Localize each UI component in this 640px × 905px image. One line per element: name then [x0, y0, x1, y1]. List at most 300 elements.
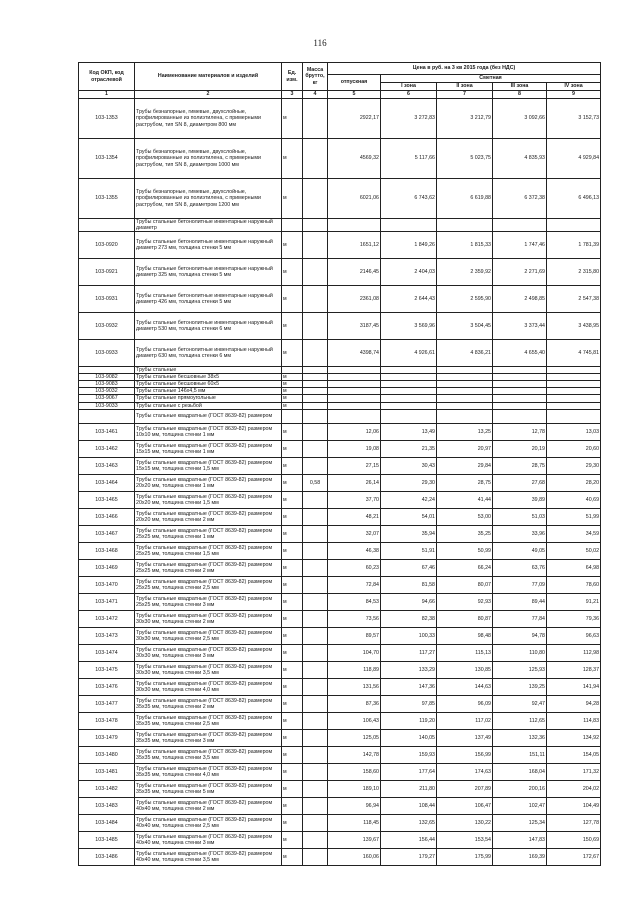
table-row [79, 232, 601, 259]
price-zone3: 94,78 [493, 627, 547, 644]
table-row [79, 627, 601, 644]
row-unit: м [282, 395, 303, 402]
price-zone3 [493, 381, 547, 388]
table-row [79, 746, 601, 763]
price-zone3: 49,05 [493, 542, 547, 559]
row-name: Трубы стальные бетонолитные инвентарные наружный диаметр 426 мм, толщина стенки 5 мм [135, 286, 282, 313]
price-zone3: 1 747,46 [493, 232, 547, 259]
row-mass [303, 814, 328, 831]
price-otpusknaya [328, 402, 381, 409]
row-code: 103-1482 [79, 780, 135, 797]
row-name: Трубы стальные квадратные (ГОСТ 8639-82) размером [135, 409, 282, 423]
table-row [79, 179, 601, 219]
price-zone2: 28,75 [437, 474, 493, 491]
row-unit: м [282, 780, 303, 797]
header-smetnaya: Сметная [381, 75, 601, 83]
price-otpusknaya: 26,14 [328, 474, 381, 491]
price-zone3 [493, 395, 547, 402]
price-zone1: 82,38 [381, 610, 437, 627]
row-name: Трубы стальные квадратные (ГОСТ 8639-82) размером 35х35 мм, толщина стенки 2 мм [135, 695, 282, 712]
row-mass [303, 542, 328, 559]
price-otpusknaya [328, 388, 381, 395]
price-zone2: 29,84 [437, 457, 493, 474]
row-name: Трубы стальные квадратные (ГОСТ 8639-82) размером 25х25 мм, толщина стенки 1 мм [135, 525, 282, 542]
row-unit: м [282, 525, 303, 542]
table-row [79, 313, 601, 340]
row-unit: м [282, 508, 303, 525]
price-zone4 [547, 388, 601, 395]
price-otpusknaya: 131,56 [328, 678, 381, 695]
price-zone4: 172,67 [547, 848, 601, 865]
row-code: 103-1461 [79, 423, 135, 440]
row-code: 103-1484 [79, 814, 135, 831]
table-row [79, 712, 601, 729]
row-unit: м [282, 381, 303, 388]
row-unit: м [282, 491, 303, 508]
price-zone1: 211,80 [381, 780, 437, 797]
price-zone4: 2 315,80 [547, 259, 601, 286]
price-otpusknaya: 2146,45 [328, 259, 381, 286]
header-zone2: II зона [437, 83, 493, 91]
row-code: 103-1474 [79, 644, 135, 661]
row-unit: м [282, 259, 303, 286]
row-name: Трубы стальные бетонолитные инвентарные наружный диаметр 630 мм, толщина стенки 6 мм [135, 340, 282, 367]
row-unit: м [282, 423, 303, 440]
row-name: Трубы стальные квадратные (ГОСТ 8639-82) размером 15х15 мм, толщина стенки 1,5 мм [135, 457, 282, 474]
table-row [79, 610, 601, 627]
price-zone3 [493, 402, 547, 409]
table-row [79, 340, 601, 367]
row-code: 103-1472 [79, 610, 135, 627]
row-unit: м [282, 99, 303, 139]
price-zone2: 96,09 [437, 695, 493, 712]
row-mass [303, 627, 328, 644]
row-mass [303, 831, 328, 848]
row-mass [303, 661, 328, 678]
price-zone2: 2 595,90 [437, 286, 493, 313]
price-zone4: 91,21 [547, 593, 601, 610]
row-code: 103-0920 [79, 232, 135, 259]
price-zone4: 150,69 [547, 831, 601, 848]
price-zone4: 1 781,39 [547, 232, 601, 259]
price-zone4: 29,30 [547, 457, 601, 474]
price-otpusknaya: 27,15 [328, 457, 381, 474]
price-zone3: 20,19 [493, 440, 547, 457]
price-zone4: 204,02 [547, 780, 601, 797]
row-mass [303, 139, 328, 179]
row-unit: м [282, 797, 303, 814]
row-name: Трубы стальные квадратные (ГОСТ 8639-82) размером 30х30 мм, толщина стенки 2,5 мм [135, 627, 282, 644]
column-number: 7 [437, 91, 493, 99]
row-mass [303, 367, 328, 374]
row-name: Трубы стальные бетонолитные инвентарные наружный диаметр [135, 219, 282, 232]
price-zone1: 108,44 [381, 797, 437, 814]
price-zone4 [547, 374, 601, 381]
row-code: 103-1485 [79, 831, 135, 848]
price-zone1: 133,29 [381, 661, 437, 678]
header-zone4: IV зона [547, 83, 601, 91]
table-row [79, 474, 601, 491]
row-code [79, 219, 135, 232]
row-code: 103-9032 [79, 388, 135, 395]
table-header [79, 63, 601, 99]
row-name: Трубы стальные квадратные (ГОСТ 8639-82) размером 30х30 мм, толщина стенки 4,0 мм [135, 678, 282, 695]
table-row [79, 729, 601, 746]
row-unit: м [282, 139, 303, 179]
price-zone1: 13,49 [381, 423, 437, 440]
price-zone4: 64,98 [547, 559, 601, 576]
price-zone4 [547, 381, 601, 388]
row-code [79, 409, 135, 423]
header-mass: Масса брутто, кг [303, 63, 328, 91]
row-name: Трубы стальные с резьбой [135, 402, 282, 409]
row-name: Трубы стальные квадратные (ГОСТ 8639-82) размером 25х25 мм, толщина стенки 3 мм [135, 593, 282, 610]
price-zone2: 106,47 [437, 797, 493, 814]
row-name: Трубы безнапорные, гимевые, двухслойные, профилированные из полиэтилена, с примерными раструбом, тип SN 8, диаметром 800 мм [135, 99, 282, 139]
price-zone3: 168,04 [493, 763, 547, 780]
price-zone3: 169,39 [493, 848, 547, 865]
table-row [79, 763, 601, 780]
price-zone2: 130,22 [437, 814, 493, 831]
price-zone4: 6 496,13 [547, 179, 601, 219]
price-zone2: 207,89 [437, 780, 493, 797]
row-code: 103-1355 [79, 179, 135, 219]
row-mass [303, 313, 328, 340]
row-code: 103-1483 [79, 797, 135, 814]
price-zone1: 117,27 [381, 644, 437, 661]
row-code: 103-1480 [79, 746, 135, 763]
row-unit: м [282, 814, 303, 831]
price-zone1: 5 117,66 [381, 139, 437, 179]
price-zone2: 13,25 [437, 423, 493, 440]
price-zone1: 3 569,96 [381, 313, 437, 340]
row-name: Трубы стальные квадратные (ГОСТ 8639-82) размером 35х35 мм, толщина стенки 4,0 мм [135, 763, 282, 780]
row-mass [303, 848, 328, 865]
row-code: 103-9083 [79, 381, 135, 388]
price-zone4 [547, 402, 601, 409]
price-zone3: 102,47 [493, 797, 547, 814]
row-unit: м [282, 848, 303, 865]
price-zone4: 171,32 [547, 763, 601, 780]
row-code: 103-1478 [79, 712, 135, 729]
price-zone4: 134,92 [547, 729, 601, 746]
price-zone4: 40,69 [547, 491, 601, 508]
table-row [79, 644, 601, 661]
price-zone2 [437, 381, 493, 388]
row-unit: м [282, 374, 303, 381]
price-zone2: 66,24 [437, 559, 493, 576]
price-zone2: 98,48 [437, 627, 493, 644]
price-zone1: 6 743,62 [381, 179, 437, 219]
row-mass [303, 763, 328, 780]
row-code: 103-1473 [79, 627, 135, 644]
price-otpusknaya: 19,08 [328, 440, 381, 457]
price-otpusknaya: 48,21 [328, 508, 381, 525]
row-mass [303, 695, 328, 712]
price-zone3: 4 655,40 [493, 340, 547, 367]
price-otpusknaya: 72,84 [328, 576, 381, 593]
price-zone3 [493, 219, 547, 232]
table-row [79, 259, 601, 286]
column-number: 9 [547, 91, 601, 99]
price-otpusknaya: 104,70 [328, 644, 381, 661]
header-unit: Ед. изм. [282, 63, 303, 91]
row-name: Трубы стальные бесшовные 60х5 [135, 381, 282, 388]
table-row [79, 423, 601, 440]
price-otpusknaya: 4398,74 [328, 340, 381, 367]
table-row [79, 814, 601, 831]
price-zone2: 1 815,33 [437, 232, 493, 259]
price-zone3: 151,11 [493, 746, 547, 763]
row-code: 103-0931 [79, 286, 135, 313]
table-row [79, 831, 601, 848]
price-zone2: 80,87 [437, 610, 493, 627]
price-zone2: 115,13 [437, 644, 493, 661]
price-zone1 [381, 367, 437, 374]
table-row [79, 661, 601, 678]
price-zone3: 6 372,38 [493, 179, 547, 219]
price-zone3: 3 092,66 [493, 99, 547, 139]
table-body [79, 99, 601, 866]
price-zone4: 4 745,81 [547, 340, 601, 367]
row-code: 103-1353 [79, 99, 135, 139]
price-zone4: 79,36 [547, 610, 601, 627]
column-number: 4 [303, 91, 328, 99]
price-zone1: 1 849,26 [381, 232, 437, 259]
price-zone1: 147,36 [381, 678, 437, 695]
price-zone3: 125,34 [493, 814, 547, 831]
price-zone3 [493, 388, 547, 395]
row-mass [303, 678, 328, 695]
price-zone3: 200,16 [493, 780, 547, 797]
row-code: 103-1467 [79, 525, 135, 542]
row-code: 103-0921 [79, 259, 135, 286]
price-zone4: 3 438,95 [547, 313, 601, 340]
row-unit: м [282, 763, 303, 780]
price-otpusknaya: 2361,08 [328, 286, 381, 313]
row-code [79, 367, 135, 374]
column-number: 2 [135, 91, 282, 99]
row-unit: м [282, 559, 303, 576]
price-otpusknaya: 37,70 [328, 491, 381, 508]
price-zone1: 67,46 [381, 559, 437, 576]
price-otpusknaya: 142,78 [328, 746, 381, 763]
row-mass [303, 610, 328, 627]
price-otpusknaya: 46,38 [328, 542, 381, 559]
table-row [79, 491, 601, 508]
price-zone1 [381, 374, 437, 381]
price-zone3: 12,78 [493, 423, 547, 440]
row-unit: м [282, 593, 303, 610]
column-number: 1 [79, 91, 135, 99]
row-code: 103-9067 [79, 395, 135, 402]
table-row [79, 395, 601, 402]
row-mass: 0,58 [303, 474, 328, 491]
row-mass [303, 644, 328, 661]
row-unit: м [282, 402, 303, 409]
price-zone2: 6 619,88 [437, 179, 493, 219]
table-row [79, 593, 601, 610]
row-code: 103-1477 [79, 695, 135, 712]
price-otpusknaya: 3187,45 [328, 313, 381, 340]
row-name: Трубы безнапорные, гимевые, двухслойные, профилированные из полиэтилена, с примерными раструбом, тип SN 8, диаметром 1000 мм [135, 139, 282, 179]
price-zone1: 132,65 [381, 814, 437, 831]
table-row [79, 409, 601, 423]
price-zone1: 177,64 [381, 763, 437, 780]
price-zone2: 41,44 [437, 491, 493, 508]
price-zone3: 110,80 [493, 644, 547, 661]
price-zone1: 156,44 [381, 831, 437, 848]
table-row [79, 374, 601, 381]
price-zone3: 92,47 [493, 695, 547, 712]
row-mass [303, 409, 328, 423]
table-row [79, 780, 601, 797]
row-code: 103-1463 [79, 457, 135, 474]
header-zone3: III зона [493, 83, 547, 91]
table-row [79, 402, 601, 409]
row-unit: м [282, 286, 303, 313]
price-zone4: 78,60 [547, 576, 601, 593]
price-zone1: 30,43 [381, 457, 437, 474]
row-code: 103-1464 [79, 474, 135, 491]
price-zone4: 51,99 [547, 508, 601, 525]
row-unit: м [282, 610, 303, 627]
price-zone1: 3 272,83 [381, 99, 437, 139]
price-zone2: 174,63 [437, 763, 493, 780]
price-zone1 [381, 402, 437, 409]
row-name: Трубы стальные бетонолитные инвентарные наружный диаметр 273 мм, толщина стенки 5 мм [135, 232, 282, 259]
price-zone2: 137,49 [437, 729, 493, 746]
row-name: Трубы стальные бетонолитные инвентарные наружный диаметр 530 мм, толщина стенки 6 мм [135, 313, 282, 340]
table-row [79, 381, 601, 388]
row-mass [303, 381, 328, 388]
column-number: 8 [493, 91, 547, 99]
price-zone1: 159,93 [381, 746, 437, 763]
row-name: Трубы стальные квадратные (ГОСТ 8639-82) размером 10х10 мм, толщина стенки 1 мм [135, 423, 282, 440]
row-code: 103-1481 [79, 763, 135, 780]
price-zone4 [547, 219, 601, 232]
price-otpusknaya: 106,43 [328, 712, 381, 729]
price-otpusknaya: 118,45 [328, 814, 381, 831]
price-zone4 [547, 409, 601, 423]
price-zone4: 20,60 [547, 440, 601, 457]
price-otpusknaya: 73,56 [328, 610, 381, 627]
price-zone4: 112,98 [547, 644, 601, 661]
price-table [78, 62, 601, 866]
price-otpusknaya: 89,57 [328, 627, 381, 644]
row-unit [282, 367, 303, 374]
row-code: 103-1475 [79, 661, 135, 678]
column-number: 3 [282, 91, 303, 99]
row-mass [303, 286, 328, 313]
price-zone2: 130,85 [437, 661, 493, 678]
row-code: 103-1471 [79, 593, 135, 610]
price-otpusknaya: 125,05 [328, 729, 381, 746]
price-zone1: 81,58 [381, 576, 437, 593]
price-otpusknaya [328, 219, 381, 232]
header-name: Наименование материалов и изделий [135, 63, 282, 91]
row-unit: м [282, 474, 303, 491]
price-otpusknaya: 118,89 [328, 661, 381, 678]
row-mass [303, 593, 328, 610]
price-zone2: 50,99 [437, 542, 493, 559]
price-zone2 [437, 367, 493, 374]
row-code: 103-1479 [79, 729, 135, 746]
price-zone2 [437, 402, 493, 409]
price-zone3: 89,44 [493, 593, 547, 610]
row-code: 103-0933 [79, 340, 135, 367]
row-mass [303, 259, 328, 286]
row-name: Трубы стальные квадратные (ГОСТ 8639-82) размером 35х35 мм, толщина стенки 2,5 мм [135, 712, 282, 729]
row-mass [303, 508, 328, 525]
row-mass [303, 388, 328, 395]
row-unit: м [282, 746, 303, 763]
price-zone1: 21,35 [381, 440, 437, 457]
row-mass [303, 179, 328, 219]
price-zone1: 2 404,03 [381, 259, 437, 286]
row-name: Трубы стальные квадратные (ГОСТ 8639-82) размером 25х25 мм, толщина стенки 1,5 мм [135, 542, 282, 559]
price-zone3: 4 835,93 [493, 139, 547, 179]
price-zone3: 28,75 [493, 457, 547, 474]
price-zone2: 2 359,92 [437, 259, 493, 286]
row-code: 103-1465 [79, 491, 135, 508]
header-price-title: Цена в руб. на 3 кв 2015 года (без НДС) [328, 63, 601, 75]
price-zone2: 5 023,75 [437, 139, 493, 179]
price-zone2: 156,99 [437, 746, 493, 763]
price-zone3: 147,83 [493, 831, 547, 848]
table-row [79, 559, 601, 576]
row-mass [303, 780, 328, 797]
price-zone1 [381, 388, 437, 395]
row-code: 103-1476 [79, 678, 135, 695]
row-mass [303, 219, 328, 232]
page-number: 116 [313, 38, 327, 48]
price-otpusknaya: 189,10 [328, 780, 381, 797]
row-name: Трубы стальные квадратные (ГОСТ 8639-82) размером 25х25 мм, толщина стенки 2,5 мм [135, 576, 282, 593]
price-zone1: 2 644,43 [381, 286, 437, 313]
header-zone1: I зона [381, 83, 437, 91]
row-unit: м [282, 340, 303, 367]
column-number: 6 [381, 91, 437, 99]
row-name: Трубы безнапорные, гимевые, двухслойные, профилированные из полиэтилена, с примерными раструбом, тип SN 8, диаметром 1200 мм [135, 179, 282, 219]
row-name: Трубы стальные квадратные (ГОСТ 8639-82) размером 15х15 мм, толщина стенки 1 мм [135, 440, 282, 457]
price-zone4: 94,28 [547, 695, 601, 712]
table-row [79, 286, 601, 313]
price-zone4: 104,49 [547, 797, 601, 814]
price-otpusknaya: 32,07 [328, 525, 381, 542]
row-name: Трубы стальные квадратные (ГОСТ 8639-82) размером 35х35 мм, толщина стенки 5 мм [135, 780, 282, 797]
header-otpusknaya: отпускная [328, 75, 381, 91]
row-unit: м [282, 179, 303, 219]
price-otpusknaya [328, 374, 381, 381]
price-otpusknaya [328, 409, 381, 423]
row-code: 103-1354 [79, 139, 135, 179]
table-row [79, 508, 601, 525]
price-otpusknaya: 2922,17 [328, 99, 381, 139]
price-zone2: 20,97 [437, 440, 493, 457]
price-otpusknaya: 6021,06 [328, 179, 381, 219]
row-code: 103-1469 [79, 559, 135, 576]
row-unit: м [282, 729, 303, 746]
table-row [79, 99, 601, 139]
price-zone1 [381, 409, 437, 423]
price-zone3: 132,36 [493, 729, 547, 746]
row-name: Трубы стальные квадратные (ГОСТ 8639-82) размером 40х40 мм, толщина стенки 3 мм [135, 831, 282, 848]
price-zone1: 29,30 [381, 474, 437, 491]
price-otpusknaya: 87,36 [328, 695, 381, 712]
price-zone3 [493, 367, 547, 374]
price-zone4: 4 929,84 [547, 139, 601, 179]
